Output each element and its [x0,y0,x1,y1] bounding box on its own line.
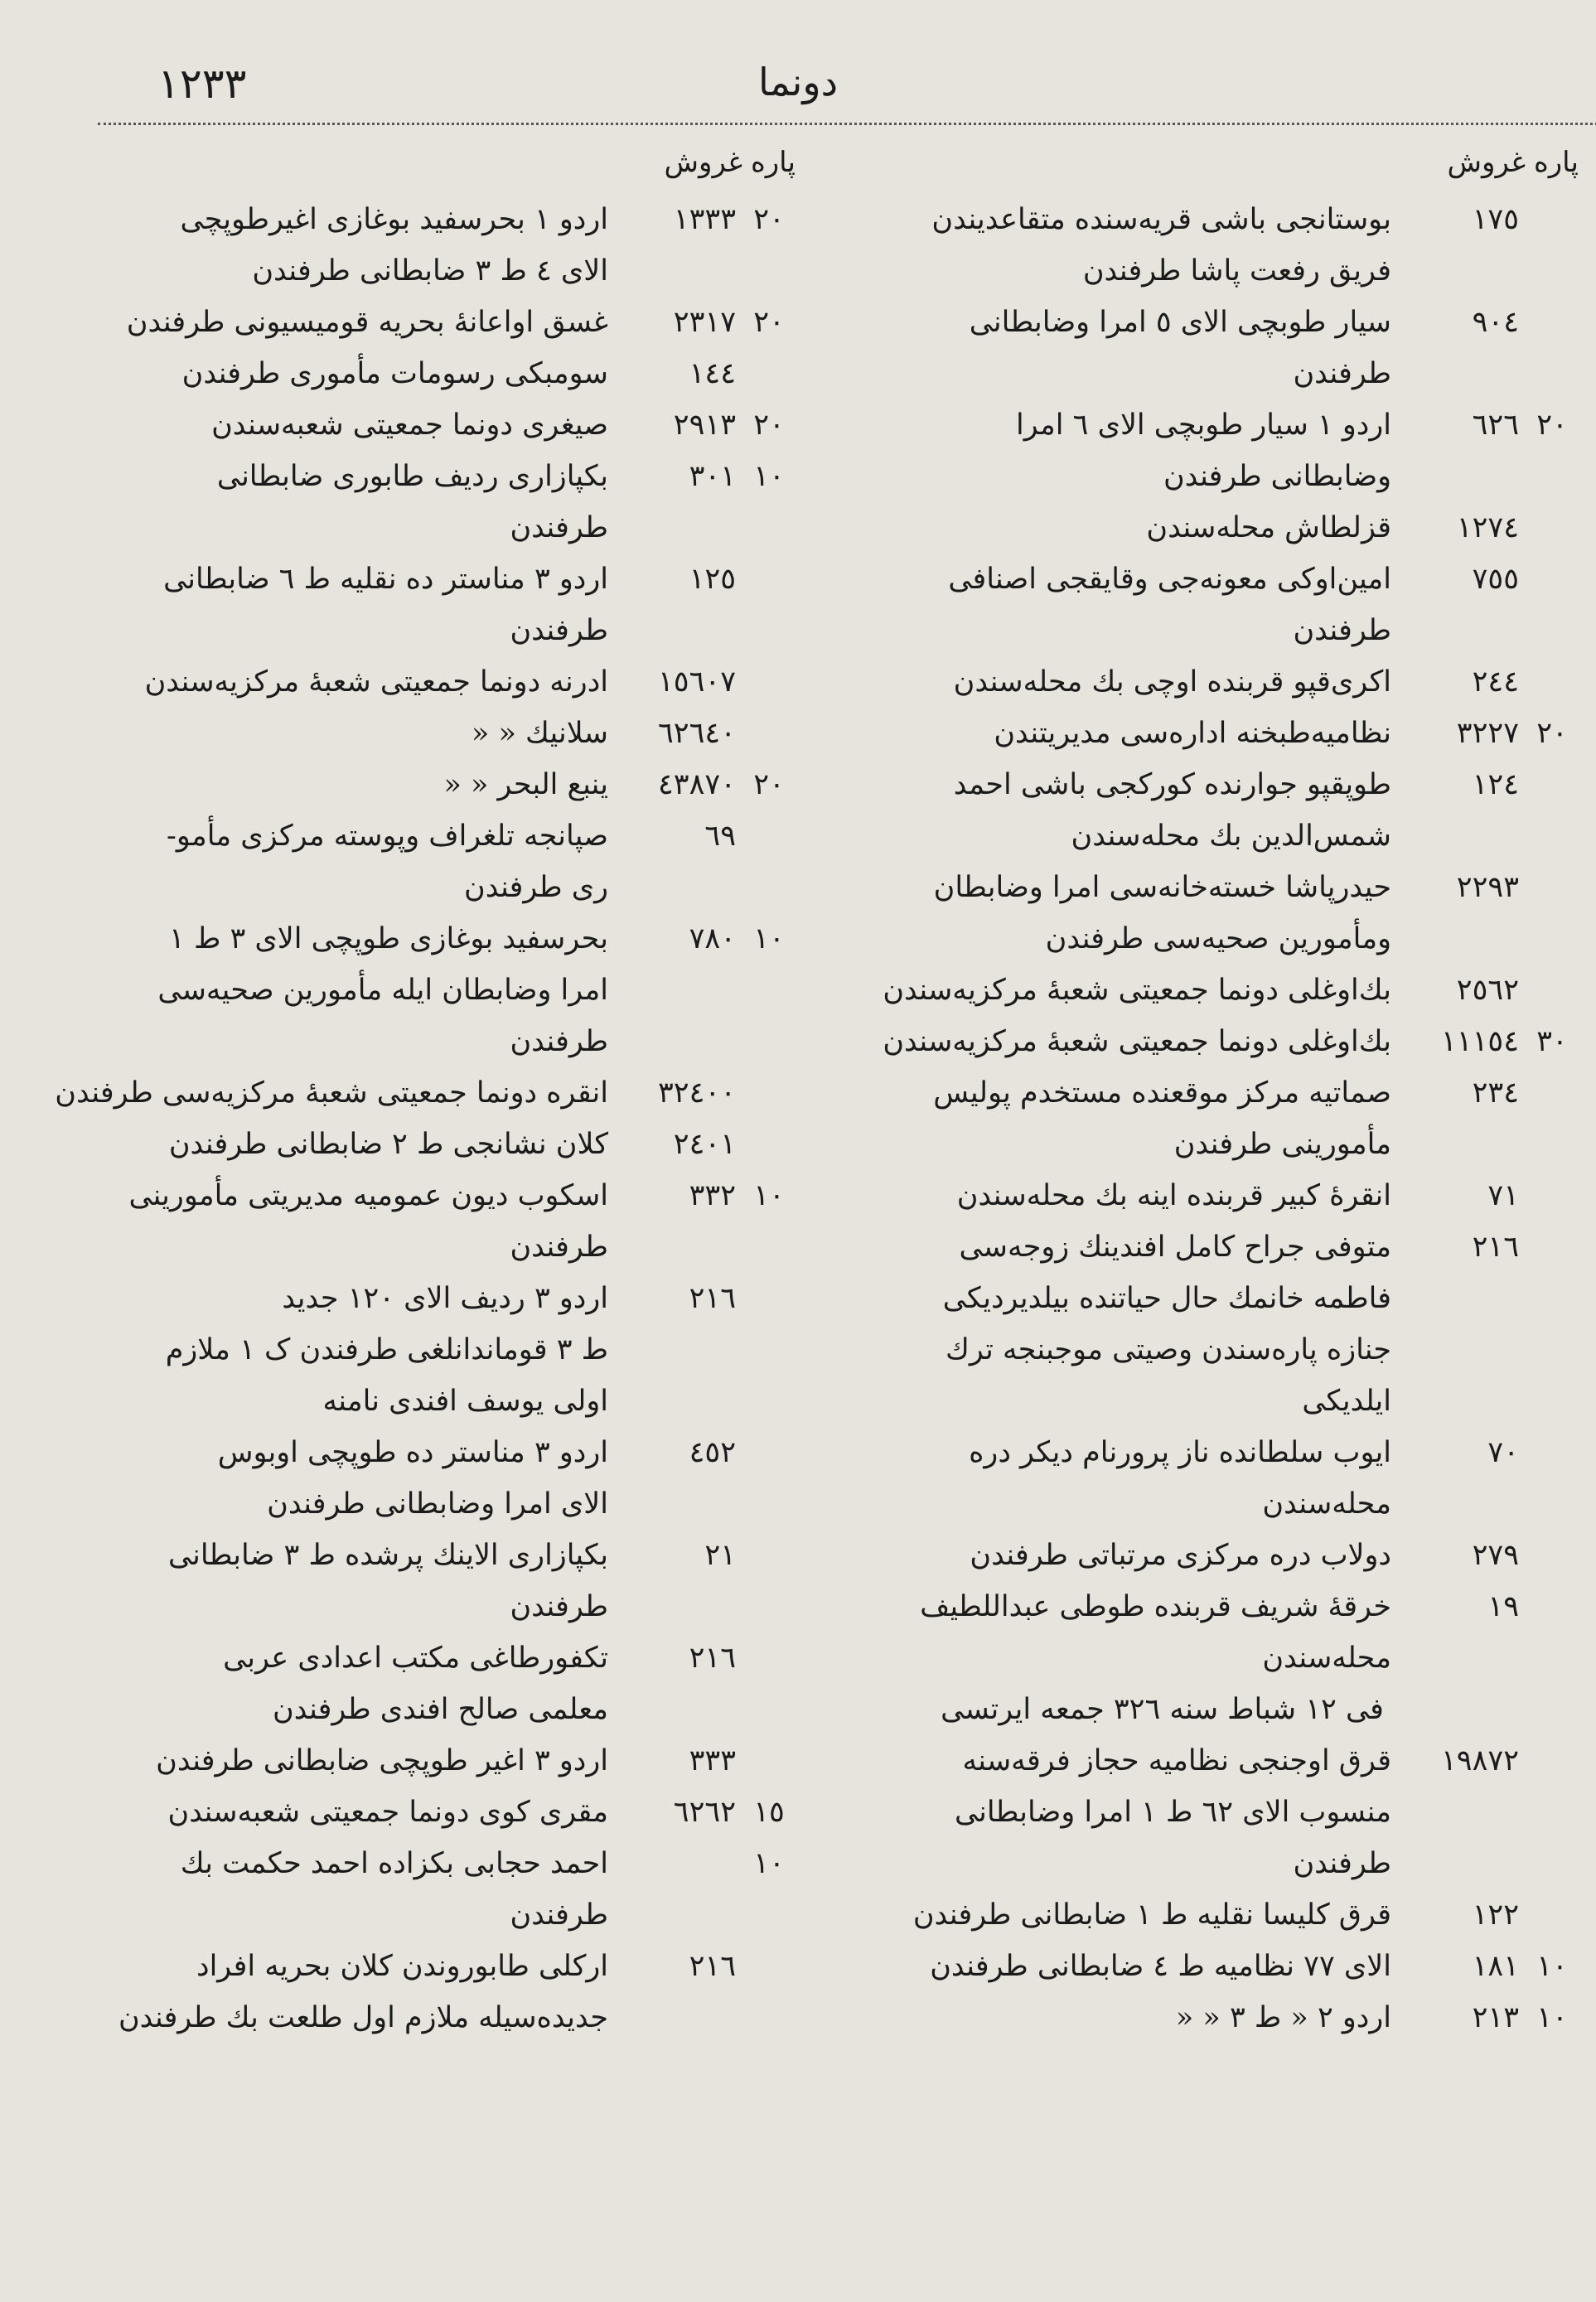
description-line: نظامیه‌طبخنه اداره‌سی مدیریتندن [994,717,1391,750]
description-line: طرفندن [1293,1847,1391,1880]
para-amount: ٢٠ [753,306,785,339]
para-amount: ١٠ [753,1847,785,1880]
description-line: حیدرپاشا خسته‌خانه‌سی امرا وضابطان [933,871,1391,904]
donor-description [46,1787,617,1838]
column-right [829,146,1579,2043]
donor-description [46,194,617,297]
donor-description [829,1581,1400,1684]
description-line: اردو ٣ اغیر طوپچی ضابطانی طرفندن [156,1744,608,1777]
ghurush-amount: ٢١٦ [689,1642,736,1675]
para-amount [742,1273,796,1427]
ghurush-amount: ١٢٢ [1472,1898,1519,1932]
donor-description [46,1530,617,1632]
para-amount [1526,1170,1579,1221]
donation-entry [829,965,1579,1016]
donation-entry [829,1941,1579,1992]
description-line: قرق کلیسا نقلیه ط ١ ضابطانی طرفندن [912,1898,1391,1932]
donation-entry [46,451,796,554]
donation-entry [46,1170,796,1273]
para-amount [1526,502,1579,554]
ghurush-amount: ١٨١ [1472,1950,1519,1983]
ghurush-amount: ٣٣٢ [689,1179,736,1212]
para-amount [1526,297,1579,399]
donor-description [829,965,1400,1016]
ghurush-amount: ١١١٥٤ [1441,1025,1519,1058]
ghurush-amount: ١٤٤ [689,357,736,390]
description-line: ایوب سلطانده ناز پرورنام دیکر دره [969,1436,1391,1469]
ghurush-amount: ٦٢٦ [1472,409,1519,442]
column-header [829,146,1579,194]
description-line: طرفندن [1293,357,1391,390]
donation-entry [829,1530,1579,1581]
para-amount: ٢٠ [753,409,785,442]
ghurush-amount: ٢٩١٣ [673,409,736,442]
donation-entry [829,862,1579,965]
description-line: جنازه پاره‌سندن وصیتی موجبنجه ترك [946,1333,1391,1366]
donor-description [829,1016,1400,1067]
para-amount [742,1941,796,2043]
para-amount [742,708,796,759]
ghurush-amount: ١٧٥ [1472,203,1519,236]
donation-entry [46,656,796,708]
donation-entry [46,759,796,810]
description-line: معلمی صالح افندی طرفندن [273,1693,608,1726]
donation-entry [46,399,796,451]
donor-description [829,502,1400,554]
donor-description [829,1221,1400,1427]
description-line: بکپازاری ردیف طابوری ضابطانی [216,460,608,493]
donor-description [46,810,617,913]
para-amount [1526,965,1579,1016]
description-line: محله‌سندن [1262,1487,1391,1521]
ghurush-amount: ١٢٤ [1472,768,1519,801]
para-amount [1526,1581,1579,1684]
ghurush-amount: ٧٠ [1487,1436,1519,1469]
donor-description [46,297,617,348]
description-line: اکری‌قپو قربنده اوچی بك محله‌سندن [953,665,1391,699]
donation-entry [46,1067,796,1119]
donor-description [829,1427,1400,1530]
para-amount: ٢٠ [1536,409,1568,442]
para-amount [742,1427,796,1530]
description-line: طرفندن [510,1025,608,1058]
description-line: سلانیك « « [471,717,608,750]
description-line: طرفندن [510,614,608,647]
donor-description [46,759,617,810]
donor-description [46,1119,617,1170]
ghurush-amount: ٢٤٠١ [673,1128,736,1161]
description-line: ومأمورین صحیه‌سی طرفندن [1045,922,1391,955]
description-line: اولی یوسف افندی نامنه [322,1385,608,1418]
ghurush-amount: ٢٧٩ [1472,1539,1519,1572]
donation-entry [46,1273,796,1427]
description-line: امرا وضابطان ایله مأمورین صحیه‌سی [157,974,608,1007]
para-amount: ٢٠ [753,768,785,801]
description-line: بوستانجی باشی قریه‌سنده متقاعدیندن [931,203,1391,236]
donor-description [46,708,617,759]
para-amount [742,1067,796,1119]
description-line: ط ٣ قوماندانلغی طرفندن ک ١ ملازم [165,1333,608,1366]
para-amount [742,1119,796,1170]
para-amount: ٢٠ [753,203,785,236]
donor-description [829,862,1400,965]
donation-entry [46,1838,796,1941]
para-amount [742,1735,796,1787]
donor-description [829,1170,1400,1221]
donation-entry [829,1889,1579,1941]
donation-entry [46,194,796,297]
para-amount [1526,1735,1579,1889]
donation-entry [46,810,796,913]
description-line: انقره دونما جمعیتی شعبهٔ مرکزیه‌سی طرفندن [55,1076,608,1110]
entry-list [829,194,1579,2043]
donation-entry [829,1067,1579,1170]
ghurush-amount: ٤٣٨٧٠ [658,768,736,801]
ghurush-amount [617,1838,742,1941]
page-title: دونما [757,60,839,104]
description-line: بحرسفید بوغازی طوپچی الای ٣ ط ١ [169,922,608,955]
donation-entry [829,1016,1579,1067]
description-line: ادرنه دونما جمعیتی شعبهٔ مرکزیه‌سندن [144,665,608,699]
ghurush-amount: ٦٢٦٢ [673,1796,736,1829]
donor-description [829,1941,1400,1992]
para-header: پاره [750,146,796,179]
para-amount [742,1632,796,1735]
description-line: متوفی جراح کامل افندینك زوجه‌سی [959,1231,1391,1264]
description-line: سومبکی رسومات مأموری طرفندن [181,357,608,390]
description-line: فریق رفعت پاشا طرفندن [1082,254,1391,288]
donor-description [46,348,617,399]
donation-entry [46,1735,796,1787]
donation-entry [829,1581,1579,1684]
description-line: اردو ٢ « ط ٣ « « [1175,2001,1391,2034]
description-line: مقری کوی دونما جمعیتی شعبه‌سندن [167,1796,608,1829]
description-line: اردو ٣ ردیف الای ١٢٠ جدید [282,1282,608,1315]
donation-entry [46,1530,796,1632]
ghurush-amount: ١٩ [1487,1590,1519,1623]
header-divider [98,123,1596,125]
ghurush-amount: ٤٥٢ [689,1436,736,1469]
description-line: الای امرا وضابطانی طرفندن [267,1487,608,1521]
column-left [46,146,796,2043]
description-line: بك‌اوغلی دونما جمعیتی شعبهٔ مرکزیه‌سندن [883,974,1391,1007]
para-amount: ١٠ [1536,1950,1568,1983]
ghurush-amount: ٢٤٤ [1472,665,1519,699]
para-amount [1526,1067,1579,1170]
donor-description [829,1889,1400,1941]
donation-entry [829,399,1579,502]
ghurush-amount: ٣٣٣ [689,1744,736,1777]
donation-entry [829,1221,1579,1427]
ghurush-header: غروش [664,146,742,179]
donor-description [829,708,1400,759]
donor-description [829,1530,1400,1581]
ghurush-amount: ١٢٥ [689,563,736,596]
para-header: پاره [1533,146,1579,179]
description-line: قزلطاش محله‌سندن [1146,511,1391,544]
description-line: جدیده‌سیله ملازم اول طلعت بك طرفندن [118,2001,608,2034]
description-line: بك‌اوغلی دونما جمعیتی شعبهٔ مرکزیه‌سندن [883,1025,1391,1058]
description-line: اردو ١ سیار طوبچی الای ٦ امرا [1016,409,1391,442]
description-line: احمد حجابی بکزاده احمد حکمت بك [180,1847,608,1880]
para-amount [742,656,796,708]
ghurush-amount: ٢١ [704,1539,736,1572]
donation-entry [829,554,1579,656]
donation-entry [46,297,796,348]
para-amount [1526,194,1579,297]
ghurush-amount: ٣٢٢٧ [1456,717,1519,750]
donation-entry [829,708,1579,759]
description-line: طرفندن [510,1898,608,1932]
donor-description [46,1427,617,1530]
ghurush-amount: ١٥٦٠٧ [658,665,736,699]
donation-entry [829,759,1579,862]
para-amount: ٢٠ [1536,717,1568,750]
donation-entry [829,1427,1579,1530]
ghurush-amount: ٧٥٥ [1472,563,1519,596]
donor-description [829,194,1400,297]
para-amount [1526,1889,1579,1941]
description-line: شمس‌الدین بك محله‌سندن [1071,820,1391,853]
donor-description [46,913,617,1067]
description-line: طوپقپو جوارنده کورکجی باشی احمد [953,768,1391,801]
donor-description [829,297,1400,399]
donation-entry [829,1170,1579,1221]
column-header [46,146,796,194]
description-line: محله‌سندن [1262,1642,1391,1675]
donation-entry [46,554,796,656]
ghurush-amount: ١٩٨٧٢ [1441,1744,1519,1777]
para-amount [1526,1427,1579,1530]
ghurush-amount: ٦٢٦٤٠ [658,717,736,750]
donation-entry [829,1992,1579,2043]
donor-description [829,1992,1400,2043]
description-line: غسق اواعانهٔ بحریه قومیسیونی طرفندن [126,306,608,339]
donor-description [46,399,617,451]
description-line: سیار طوبچی الای ٥ امرا وضابطانی [969,306,1391,339]
ghurush-amount: ٧٨٠ [689,922,736,955]
ghurush-amount: ١٢٧٤ [1456,511,1519,544]
para-amount [742,810,796,913]
para-amount: ١٠ [753,460,785,493]
para-amount [742,554,796,656]
ghurush-header: غروش [1447,146,1526,179]
donor-description [829,554,1400,656]
donor-description [46,1632,617,1735]
para-amount [742,1530,796,1632]
description-line: اردو ٣ مناستر ده نقلیه ط ٦ ضابطانی [163,563,608,596]
para-amount [1526,1530,1579,1581]
description-line: بکپازاری الاینك پرشده ط ٣ ضابطانی [167,1539,608,1572]
ghurush-amount: ٢١٦ [1472,1231,1519,1264]
ghurush-amount: ١٣٣٣ [673,203,736,236]
donation-entry [829,502,1579,554]
ghurush-amount: ٩٠٤ [1472,306,1519,339]
description-line: وضابطانی طرفندن [1163,460,1391,493]
page-number: ١٢٣٣ [157,60,247,108]
donation-entry [829,297,1579,399]
donation-entry [46,708,796,759]
ghurush-amount: ٣٠١ [689,460,736,493]
para-amount: ١٠ [753,922,785,955]
ghurush-amount: ٧١ [1487,1179,1519,1212]
para-amount: ٣٠ [1536,1025,1568,1058]
donation-entry [829,1735,1579,1889]
para-amount: ١٥ [753,1796,785,1829]
description-line: فاطمه خانمك حال حیاتنده بیلدیردیکی [942,1282,1391,1315]
donor-description [46,1941,617,2043]
description-line: طرفندن [510,511,608,544]
description-line: امین‌اوکی معونه‌جی وقایقجی اصنافی [948,563,1391,596]
description-line: طرفندن [1293,614,1391,647]
description-line: دولاب دره مرکزی مرتباتی طرفندن [970,1539,1391,1572]
description-line: ایلدیکی [1302,1385,1391,1418]
description-line: تکفورطاغی مکتب اعدادی عربی [223,1642,608,1675]
ghurush-amount: ٢٥٦٢ [1456,974,1519,1007]
donor-description [46,1067,617,1119]
donor-description [829,759,1400,862]
description-line: صیغری دونما جمعیتی شعبه‌سندن [211,409,608,442]
para-amount [1526,862,1579,965]
ghurush-amount: ٢١٦ [689,1282,736,1315]
para-amount: ١٠ [753,1179,785,1212]
description-line: صپانجه تلغراف وپوسته مرکزی مأمو- [167,820,608,853]
donation-entry [46,1787,796,1838]
para-amount [1526,1221,1579,1427]
para-amount [1526,759,1579,862]
description-line: ینبع البحر « « [443,768,608,801]
donor-description [829,1067,1400,1170]
para-amount [742,348,796,399]
donation-entry [46,1119,796,1170]
entry-list [46,194,796,2043]
description-line: ری طرفندن [464,871,608,904]
ghurush-amount: ٢٣١٧ [673,306,736,339]
description-line: اردو ١ بحرسفید بوغازی اغیرطوپچی [180,203,608,236]
description-line: انقرهٔ کبیر قربنده اینه بك محله‌سندن [956,1179,1391,1212]
donor-description [829,656,1400,708]
description-line: اردو ٣ مناستر ده طوپچی اوبوس [217,1436,608,1469]
description-line: صماتیه مرکز موقعنده مستخدم پولیس [933,1076,1391,1110]
description-line: قرق اوجنجی نظامیه حجاز فرقه‌سنه [962,1744,1391,1777]
donor-description [46,1838,617,1941]
description-line: طرفندن [510,1231,608,1264]
donor-description [46,451,617,554]
para-amount [1526,554,1579,656]
ghurush-amount: ٣٢٤٠٠ [658,1076,736,1110]
ghurush-amount: ٦٩ [704,820,736,853]
donation-entry [46,1941,796,2043]
ghurush-amount: ٢٢٩٣ [1456,871,1519,904]
donor-description [46,1170,617,1273]
donation-entry [46,1427,796,1530]
donor-description [46,1735,617,1787]
description-line: ارکلی طابوروندن کلان بحریه افراد [196,1950,608,1983]
donor-description [829,399,1400,502]
description-line: مأمورینی طرفندن [1173,1128,1391,1161]
donation-entry [46,1632,796,1735]
ghurush-amount: ٢١٣ [1472,2001,1519,2034]
description-line: الای ٧٧ نظامیه ط ٤ ضابطانی طرفندن [930,1950,1391,1983]
donation-entry [829,656,1579,708]
donation-entry [829,194,1579,297]
donor-description [46,656,617,708]
donor-description [46,1273,617,1427]
donor-description [829,1735,1400,1889]
description-line: خرقهٔ شریف قربنده طوطی عبداللطیف [920,1590,1391,1623]
date-heading: فی ١٢ شباط سنه ٣٢٦ جمعه ایرتسی [941,1693,1384,1726]
description-line: کلان نشانجی ط ٢ ضابطانی طرفندن [168,1128,608,1161]
donation-entry [46,348,796,399]
donor-description [46,554,617,656]
description-line: اسکوب دیون عمومیه مدیریتی مأمورینی [128,1179,608,1212]
description-line: طرفندن [510,1590,608,1623]
description-line: الای ٤ ط ٣ ضابطانی طرفندن [252,254,608,288]
ghurush-amount: ٢٣٤ [1472,1076,1519,1110]
para-amount [1526,656,1579,708]
para-amount: ١٠ [1536,2001,1568,2034]
description-line: منسوب الای ٦٢ ط ١ امرا وضابطانی [954,1796,1391,1829]
ghurush-amount: ٢١٦ [689,1950,736,1983]
donation-entry [46,913,796,1067]
